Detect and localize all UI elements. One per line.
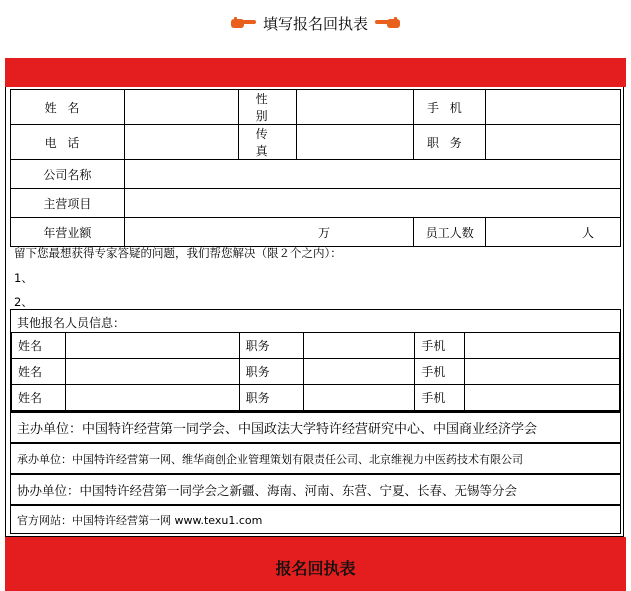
form-header bbox=[0, 10, 631, 36]
mobile-field[interactable] bbox=[486, 90, 621, 125]
other-registrants-section bbox=[10, 309, 621, 412]
other-position-field[interactable] bbox=[303, 333, 415, 359]
footer-title: 报名回执表 bbox=[275, 559, 356, 578]
other-name-label: 姓名 bbox=[12, 359, 66, 385]
other-mobile-label: 手机 bbox=[415, 385, 465, 411]
table-row bbox=[12, 333, 620, 359]
name-field[interactable] bbox=[124, 90, 238, 125]
other-position-field[interactable] bbox=[303, 385, 415, 411]
phone-field[interactable] bbox=[124, 125, 238, 160]
fax-label: 传真 bbox=[238, 125, 296, 160]
staff-label: 员工人数 bbox=[414, 218, 486, 247]
question-2[interactable]: 2、 bbox=[14, 295, 33, 309]
other-name-label: 姓名 bbox=[12, 385, 66, 411]
table-row bbox=[12, 385, 620, 411]
name-label: 姓名 bbox=[11, 90, 125, 125]
other-mobile-label: 手机 bbox=[415, 359, 465, 385]
table-row bbox=[11, 160, 621, 189]
pointing-hand-right-icon bbox=[231, 16, 257, 30]
position-label: 职务 bbox=[414, 125, 486, 160]
other-name-field[interactable] bbox=[65, 359, 239, 385]
gender-field[interactable] bbox=[296, 90, 414, 125]
table-row bbox=[12, 359, 620, 385]
revenue-unit: 万 bbox=[318, 225, 331, 240]
revenue-label: 年营业额 bbox=[11, 218, 125, 247]
other-position-label: 职务 bbox=[239, 333, 303, 359]
company-label: 公司名称 bbox=[11, 160, 125, 189]
other-position-label: 职务 bbox=[239, 359, 303, 385]
gender-label: 性别 bbox=[238, 90, 296, 125]
other-registrants-heading: 其他报名人员信息： bbox=[17, 316, 126, 330]
question-1[interactable]: 1、 bbox=[14, 271, 33, 285]
other-position-field[interactable] bbox=[303, 359, 415, 385]
other-registrants-table bbox=[11, 332, 620, 411]
official-website[interactable]: 官方网站：中国特许经营第一网 www.texu1.com bbox=[10, 505, 621, 534]
undertaking-organizers: 承办单位：中国特许经营第一网、维华商创企业管理策划有限责任公司、北京维视力中医药技术有限公司 bbox=[10, 443, 621, 474]
table-row bbox=[11, 218, 621, 247]
staff-unit: 人 bbox=[581, 225, 594, 240]
position-field[interactable] bbox=[486, 125, 621, 160]
co-organizers: 协办单位：中国特许经营第一同学会之新疆、海南、河南、东营、宁夏、长春、无锡等分会 bbox=[10, 474, 621, 505]
other-mobile-field[interactable] bbox=[465, 385, 620, 411]
table-row bbox=[11, 189, 621, 218]
company-field[interactable] bbox=[124, 160, 620, 189]
top-red-bar bbox=[5, 58, 626, 87]
business-field[interactable] bbox=[124, 189, 620, 218]
staff-field[interactable] bbox=[486, 218, 621, 247]
other-name-label: 姓名 bbox=[12, 333, 66, 359]
other-name-field[interactable] bbox=[65, 385, 239, 411]
pointing-hand-left-icon bbox=[374, 16, 400, 30]
registration-form bbox=[5, 87, 624, 537]
phone-label: 电话 bbox=[11, 125, 125, 160]
host-organizers: 主办单位：中国特许经营第一同学会、中国政法大学特许经营研究中心、中国商业经济学会 bbox=[10, 412, 621, 443]
business-label: 主营项目 bbox=[11, 189, 125, 218]
other-position-label: 职务 bbox=[239, 385, 303, 411]
fax-field[interactable] bbox=[296, 125, 414, 160]
other-name-field[interactable] bbox=[65, 333, 239, 359]
table-row bbox=[11, 125, 621, 160]
registrant-table bbox=[10, 89, 621, 247]
revenue-field[interactable] bbox=[124, 218, 414, 247]
other-mobile-field[interactable] bbox=[465, 333, 620, 359]
questions-prompt: 留下您最想获得专家答疑的问题，我们帮您解决（限２个之内）： bbox=[14, 246, 342, 260]
other-mobile-label: 手机 bbox=[415, 333, 465, 359]
other-mobile-field[interactable] bbox=[465, 359, 620, 385]
table-row bbox=[11, 90, 621, 125]
page-title: 填写报名回执表 bbox=[262, 14, 368, 33]
mobile-label: 手机 bbox=[414, 90, 486, 125]
